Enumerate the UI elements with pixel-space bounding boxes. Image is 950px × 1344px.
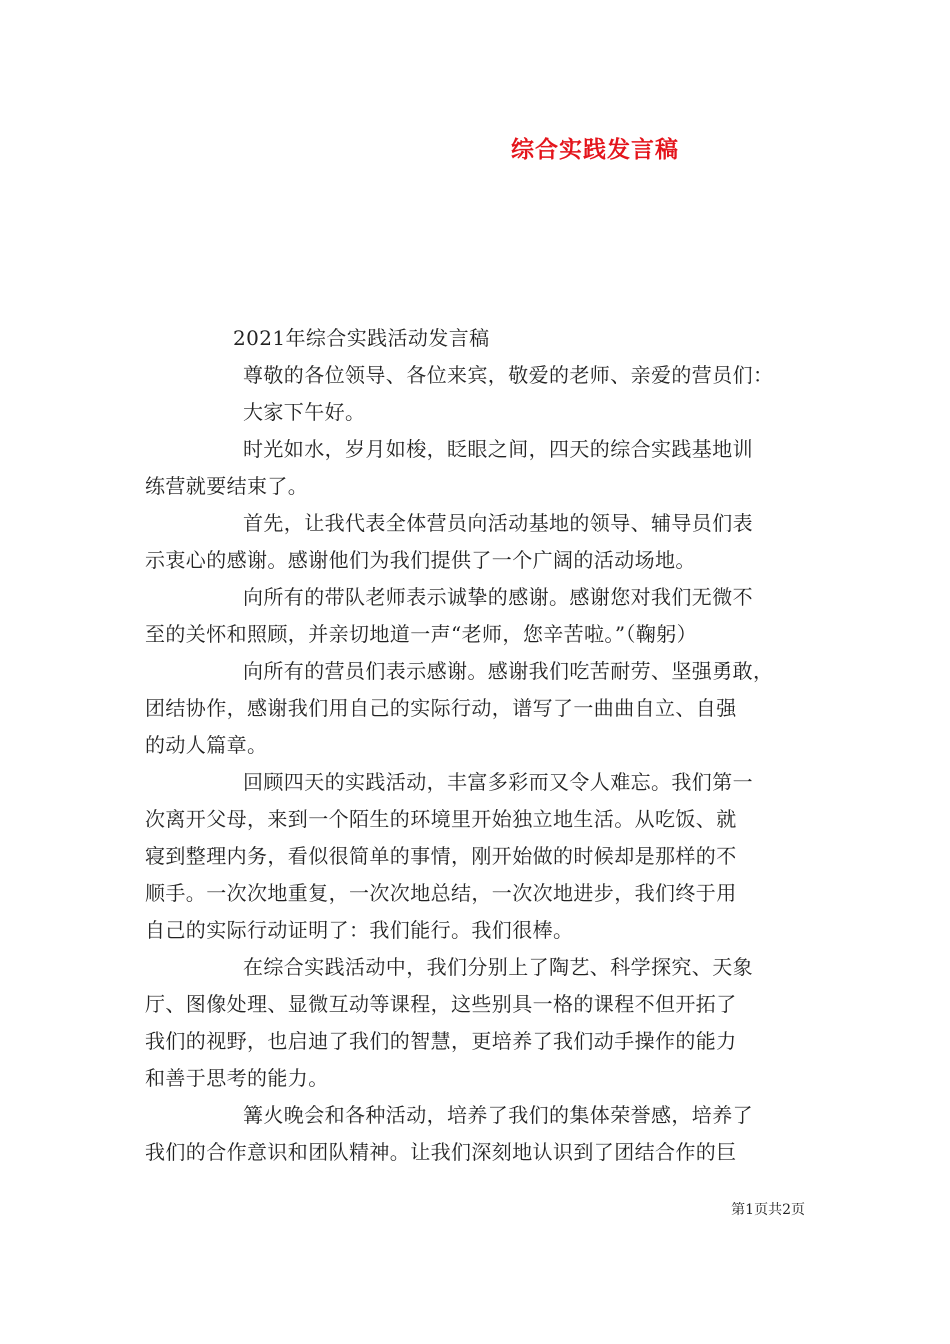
document-title: 综合实践发言稿 [511,136,679,163]
paragraph-line: 自己的实际行动证明了：我们能行。我们很棒。 [145,918,574,942]
paragraph-line: 练营就要结束了。 [145,474,309,498]
paragraph-line: 团结协作，感谢我们用自己的实际行动，谱写了一曲曲自立、自强 [145,696,737,720]
paragraph-line: 向所有的营员们表示感谢。感谢我们吃苦耐劳、坚强勇敢， [243,659,774,683]
paragraph-line: 在综合实践活动中，我们分别上了陶艺、科学探究、天象 [243,955,753,979]
paragraph-line: 和善于思考的能力。 [145,1066,329,1090]
paragraph-line: 的动人篇章。 [145,733,268,757]
paragraph-line: 顺手。一次次地重复，一次次地总结，一次次地进步，我们终于用 [145,881,737,905]
paragraph-line: 寝到整理内务，看似很简单的事情，刚开始做的时候却是那样的不 [145,844,737,868]
paragraph-line: 首先，让我代表全体营员向活动基地的领导、辅导员们表 [243,511,753,535]
salutation-line: 尊敬的各位领导、各位来宾，敬爱的老师、亲爱的营员们： [243,363,774,387]
paragraph-line: 次离开父母，来到一个陌生的环境里开始独立地生活。从吃饭、就 [145,807,737,831]
paragraph-line: 厅、图像处理、显微互动等课程，这些别具一格的课程不但开拓了 [145,992,737,1016]
paragraph-line: 至的关怀和照顾，并亲切地道一声“老师，您辛苦啦。”（鞠躬） [145,622,698,646]
document-subtitle: 2021年综合实践活动发言稿 [233,326,490,350]
page-number-footer [731,1200,805,1220]
paragraph-line: 回顾四天的实践活动，丰富多彩而又令人难忘。我们第一 [243,770,753,794]
page-number-label: 第1页共2页 [731,1202,805,1218]
paragraph-line: 时光如水，岁月如梭，眨眼之间，四天的综合实践基地训 [243,437,753,461]
paragraph-line: 示衷心的感谢。感谢他们为我们提供了一个广阔的活动场地。 [145,548,696,572]
paragraph-line: 向所有的带队老师表示诚挚的感谢。感谢您对我们无微不 [243,585,753,609]
paragraph-line: 篝火晚会和各种活动，培养了我们的集体荣誉感，培养了 [243,1103,753,1127]
paragraph-line: 我们的视野，也启迪了我们的智慧，更培养了我们动手操作的能力 [145,1029,737,1053]
document-body [145,320,805,1171]
greeting-line: 大家下午好。 [243,400,366,424]
paragraph-line: 我们的合作意识和团队精神。让我们深刻地认识到了团结合作的巨 [145,1140,737,1164]
